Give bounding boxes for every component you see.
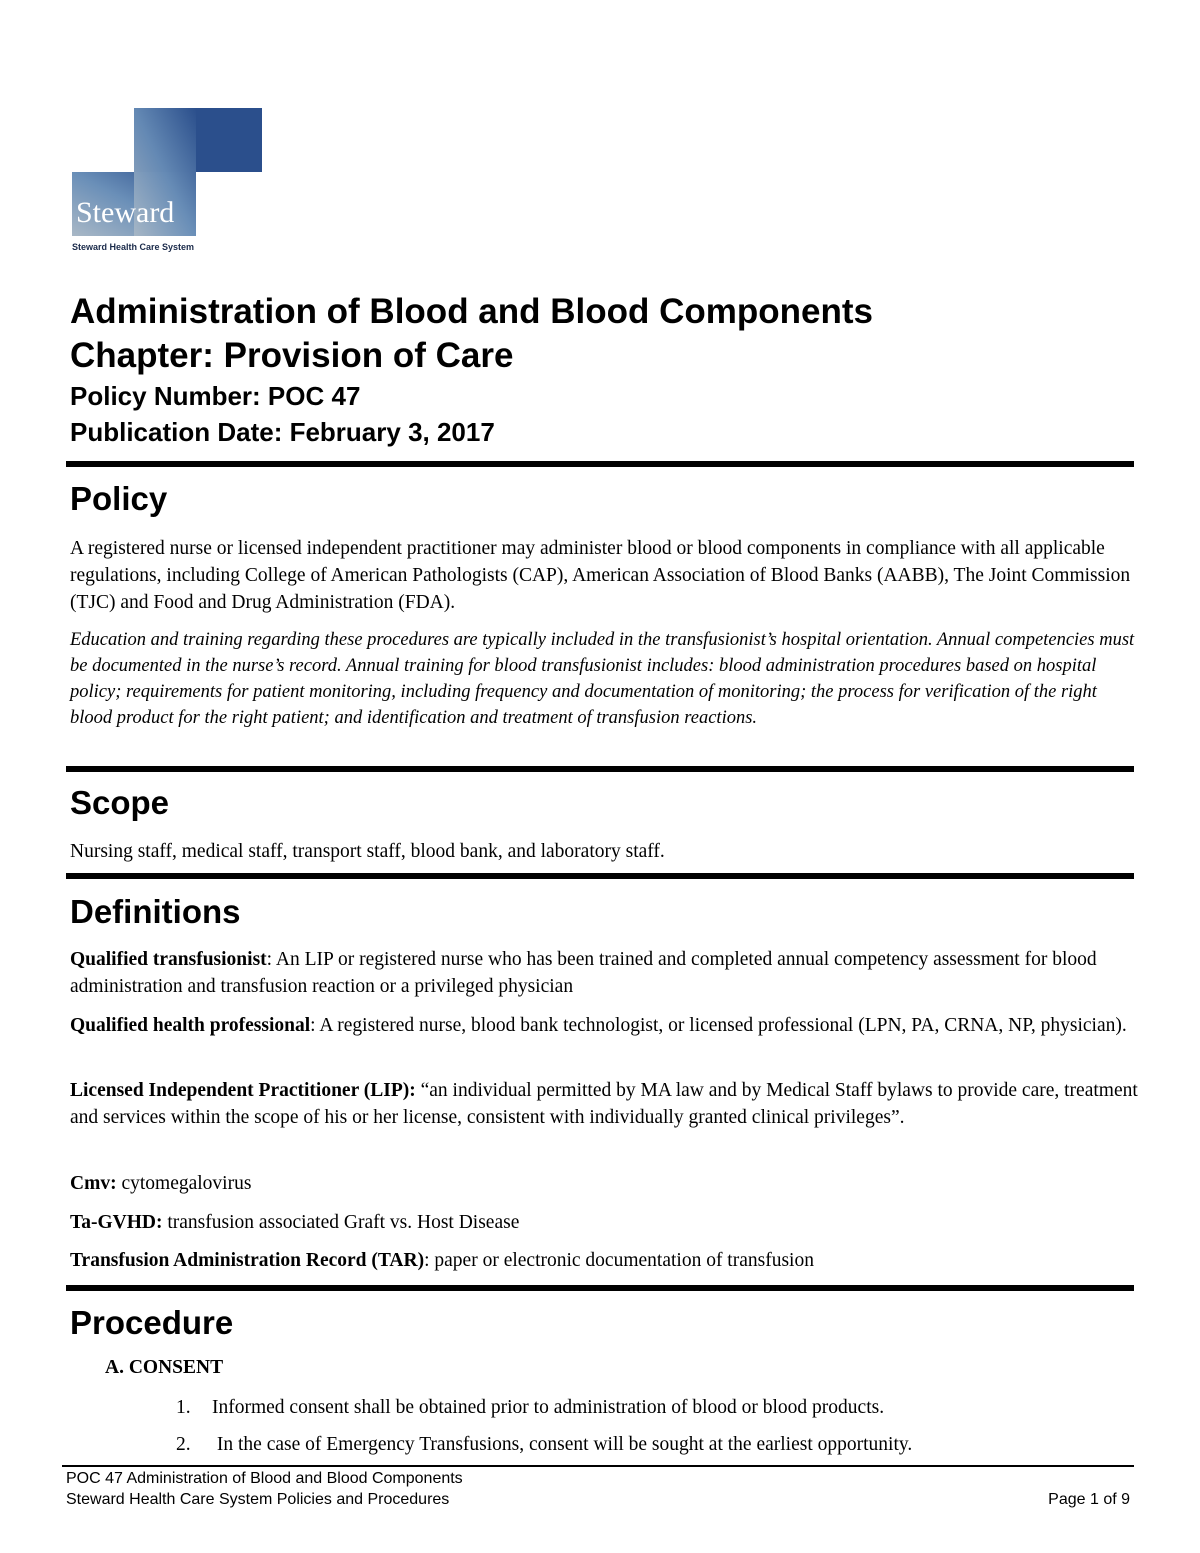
steward-logo bbox=[72, 108, 272, 258]
logo-wordmark: Steward bbox=[76, 196, 175, 229]
footer-doc-title: POC 47 Administration of Blood and Blood Components bbox=[66, 1470, 463, 1487]
definition-text: A registered nurse, blood bank technologist, or licensed professional (LPN, PA, CRNA, NP, physician). bbox=[319, 1015, 1127, 1036]
procedure-item-number: 2. bbox=[176, 1434, 191, 1455]
logo-subtitle: Steward Health Care System bbox=[72, 242, 195, 252]
page-number: Page 1 of 9 bbox=[1048, 1491, 1130, 1508]
definition-term: Cmv: bbox=[70, 1173, 117, 1194]
definition-text: An LIP or registered nurse who has been trained and completed annual competency assessment for blood administration and transfusion reaction or a privileged physician bbox=[70, 949, 1097, 997]
document-header bbox=[70, 290, 873, 450]
definition-text: “an individual permitted by MA law and by Medical Staff bylaws to provide care, treatment and services within the scope of his or her license, consistent with individually granted clinical privileges”. bbox=[70, 1080, 1138, 1128]
definition-text: paper or electronic documentation of transfusion bbox=[434, 1250, 814, 1271]
policy-number: Policy Number: POC 47 bbox=[70, 381, 361, 411]
scope-heading: Scope bbox=[70, 784, 170, 821]
definition-sep: : bbox=[310, 1015, 320, 1036]
section-divider bbox=[66, 873, 1134, 879]
definition-term: Qualified health professional bbox=[70, 1015, 311, 1036]
procedure-item-text: In the case of Emergency Transfusions, consent will be sought at the earliest opportunity. bbox=[212, 1434, 913, 1455]
definition-item bbox=[70, 1209, 1140, 1236]
policy-paragraph: A registered nurse or licensed independent practitioner may administer blood or blood components in compliance with all applicable regulations, including College of American Pathologists (CAP), American Association of Blood Banks (AABB), The Joint Commission (TJC) and Food and Drug Administration (FDA). bbox=[70, 538, 1131, 613]
definition-sep: : bbox=[424, 1250, 435, 1271]
definition-term: Qualified transfusionist bbox=[70, 949, 267, 970]
definition-sep: : bbox=[266, 949, 276, 970]
procedure-item-number: 1. bbox=[176, 1397, 191, 1418]
procedure-heading: Procedure bbox=[70, 1304, 234, 1341]
scope-text: Nursing staff, medical staff, transport staff, blood bank, and laboratory staff. bbox=[70, 841, 665, 862]
definition-text: cytomegalovirus bbox=[121, 1173, 252, 1194]
chapter-line: Chapter: Provision of Care bbox=[70, 336, 514, 375]
procedure-item-text: Informed consent shall be obtained prior to administration of blood or blood products. bbox=[212, 1397, 885, 1418]
procedure-item bbox=[176, 1397, 884, 1419]
policy-training-paragraph: Education and training regarding these procedures are typically included in the transfusionist’s hospital orientation. Annual competencies must be documented in the nurse’s record. Annual training for blood transfusionist includes: blood administration procedures based on hospital policy; requirements for patient monitoring, including frequency and documentation of monitoring; the process for verification of the right blood product for the right patient; and identification and treatment of transfusion reactions. bbox=[70, 630, 1135, 728]
definition-item bbox=[70, 1077, 1140, 1131]
definition-item bbox=[70, 1012, 1140, 1039]
policy-heading: Policy bbox=[70, 480, 168, 517]
definition-item bbox=[70, 1170, 1140, 1197]
procedure-section-a: A. CONSENT bbox=[105, 1357, 224, 1378]
section-divider bbox=[66, 1285, 1134, 1291]
footer-divider bbox=[62, 1465, 1134, 1467]
definition-item bbox=[70, 1247, 1140, 1274]
document-title: Administration of Blood and Blood Components bbox=[70, 292, 873, 331]
publication-date: Publication Date: February 3, 2017 bbox=[70, 417, 495, 447]
definition-term: Licensed Independent Practitioner (LIP): bbox=[70, 1080, 416, 1101]
section-divider bbox=[66, 766, 1134, 772]
definitions-heading: Definitions bbox=[70, 893, 241, 930]
definition-term: Ta-GVHD: bbox=[70, 1212, 163, 1233]
procedure-item bbox=[176, 1434, 912, 1456]
definition-item bbox=[70, 946, 1140, 1000]
footer-org-line: Steward Health Care System Policies and Procedures bbox=[66, 1491, 450, 1508]
definition-term: Transfusion Administration Record (TAR) bbox=[70, 1250, 425, 1271]
definition-text: transfusion associated Graft vs. Host Disease bbox=[167, 1212, 520, 1233]
section-divider bbox=[66, 461, 1134, 467]
